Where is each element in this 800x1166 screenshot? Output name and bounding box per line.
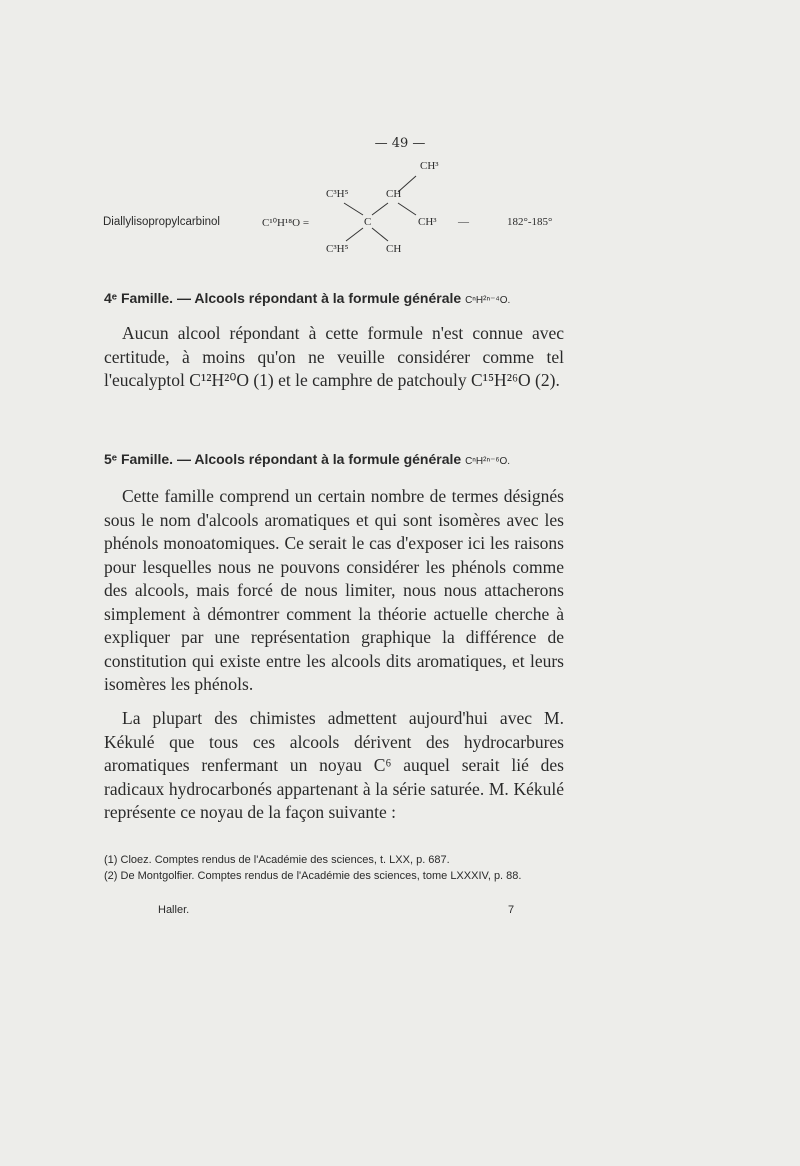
formula-lhs: C¹⁰H¹⁸O = bbox=[262, 217, 310, 229]
section-heading-4-formula: CⁿH²ⁿ⁻⁴O. bbox=[465, 295, 511, 306]
boiling-range: 182°-185° bbox=[507, 216, 553, 228]
ch-upper: CH bbox=[386, 188, 402, 200]
ch-lower: CH bbox=[386, 243, 402, 255]
formula-bonds bbox=[0, 0, 800, 270]
c3h5-bottom: C³H⁵ bbox=[326, 243, 349, 255]
structural-formula bbox=[0, 0, 800, 270]
compound-name: Diallylisopropylcarbinol bbox=[103, 216, 220, 228]
section-heading-5-text: 5ᵉ Famille. — Alcools répondant à la formule générale bbox=[104, 451, 462, 467]
center-carbon: C bbox=[364, 216, 372, 228]
section-heading-4-text: 4ᵉ Famille. — Alcools répondant à la formule générale bbox=[104, 290, 462, 306]
section-heading-4 bbox=[104, 290, 510, 306]
paragraph-eucalyptol: Aucun alcool répondant à cette formule n'est connue avec certitude, à moins qu'on ne veuille considérer comme tel l'eucalyptol C¹²H²⁰O (1) et le camphre de patchouly C¹⁵H²⁶O (2). bbox=[104, 323, 564, 390]
formula-dash: — bbox=[458, 216, 469, 228]
page-number: — 49 — bbox=[374, 136, 426, 151]
paragraph-kekule: La plupart des chimistes admettent aujourd'hui avec M. Kékulé que tous ces alcools dérivent des hydrocarbures aromatiques renfermant un noyau C⁶ auquel serait lié des radicaux hydrocarbonés appartenant à la série saturée. M. Kékulé représente ce noyau de la façon suivante : bbox=[104, 708, 564, 822]
paragraph-aromatic-alcohols: Cette famille comprend un certain nombre de termes désignés sous le nom d'alcools aromatiques et qui sont isomères avec les phénols monoatomiques. Ce serait le cas d'exposer ici les raisons pour lesquelles nous ne pouvons considérer les phénols comme des alcools, mais forcé de nous limiter, nous nous attacherons simplement à démontrer comment la théorie actuelle cherche à expliquer par une représentation graphique la différence de constitution qui existe entre les alcools dits aromatiques, et leurs isomères les phénols. bbox=[104, 486, 564, 694]
footnote-1: (1) Cloez. Comptes rendus de l'Académie des sciences, t. LXX, p. 687. bbox=[104, 854, 450, 866]
ch3-mid: CH³ bbox=[418, 216, 437, 228]
signature-author: Haller. bbox=[158, 904, 190, 916]
section-heading-5-formula: CⁿH²ⁿ⁻⁶O. bbox=[465, 456, 511, 467]
section-heading-5 bbox=[104, 451, 510, 467]
footnote-2: (2) De Montgolfier. Comptes rendus de l'Académie des sciences, tome LXXXIV, p. 88. bbox=[104, 870, 522, 882]
signature-sheet: 7 bbox=[508, 904, 515, 916]
ch3-top: CH³ bbox=[420, 160, 439, 172]
c3h5-top: C³H⁵ bbox=[326, 188, 349, 200]
